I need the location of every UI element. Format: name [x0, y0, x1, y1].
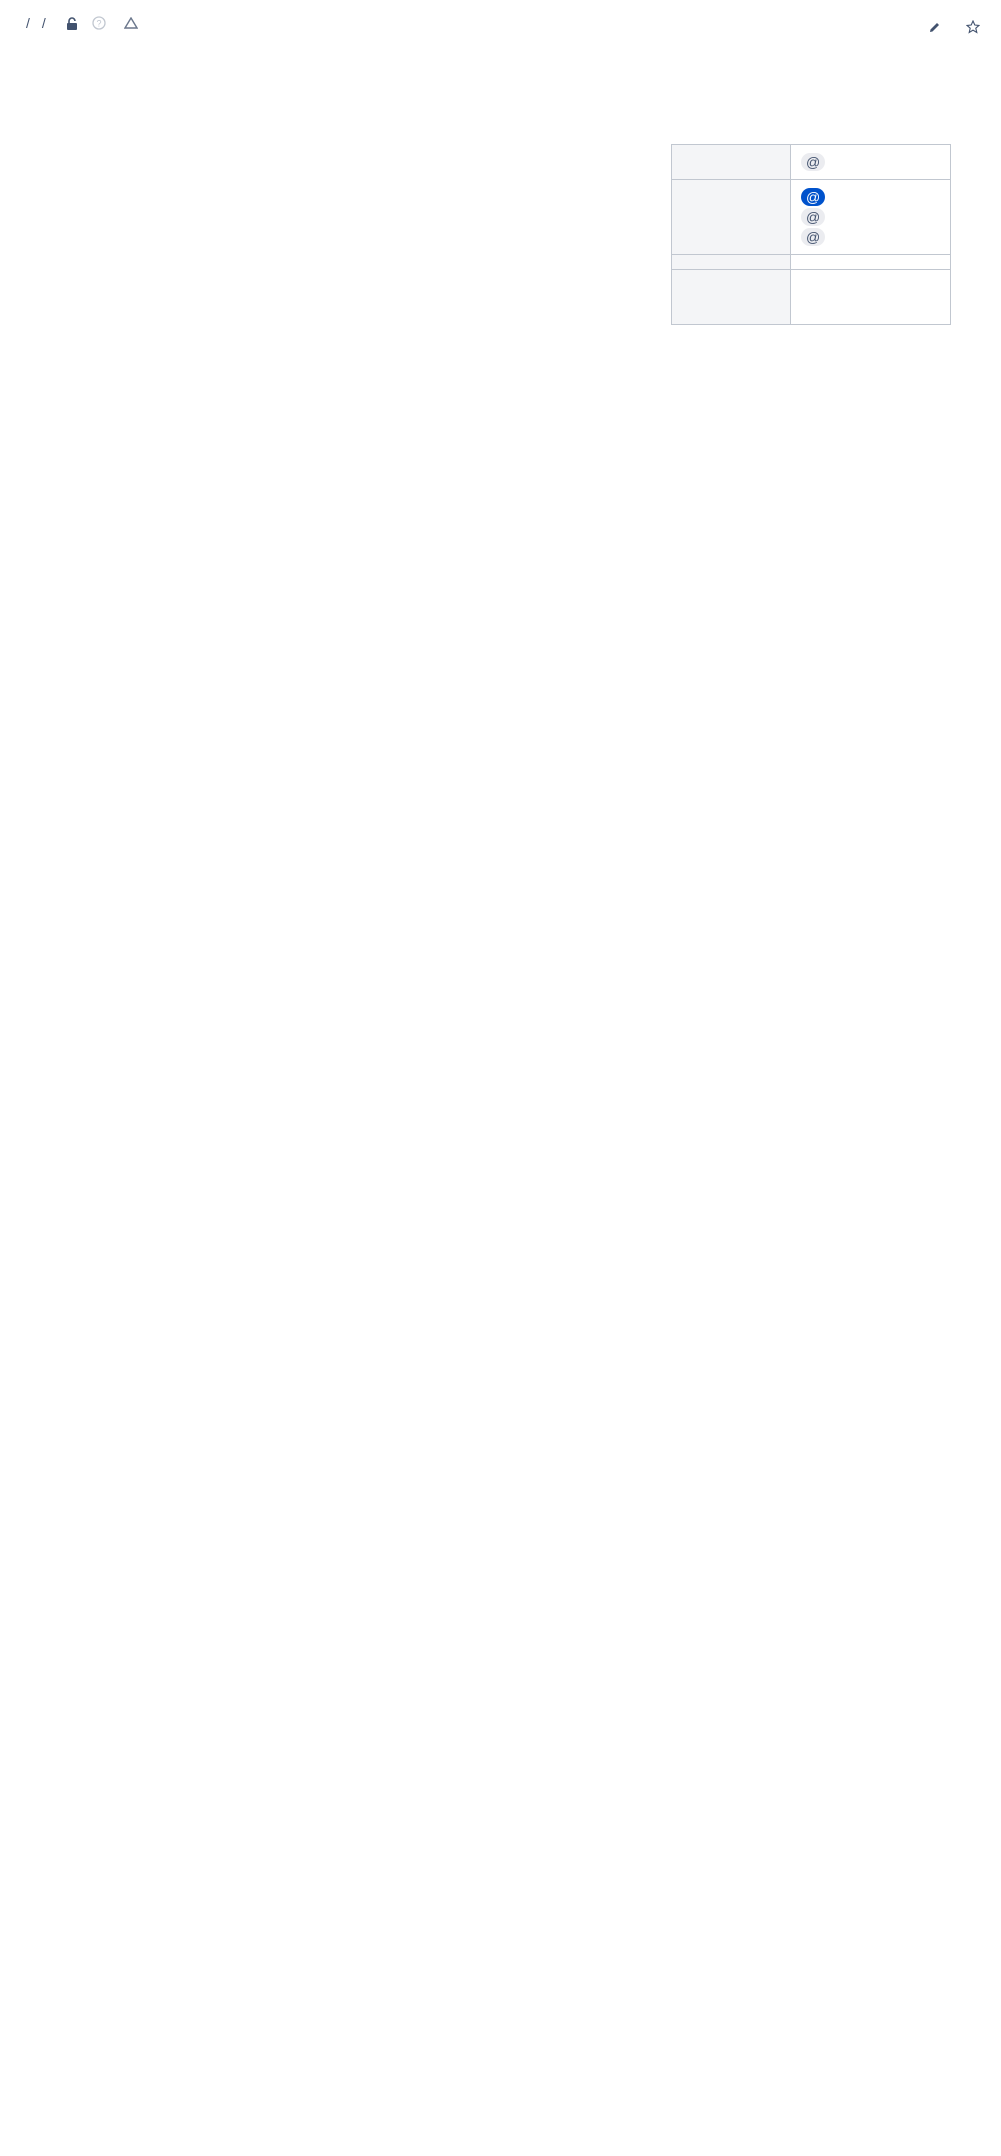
page-views[interactable] — [124, 17, 143, 29]
organizer-value — [791, 145, 951, 180]
page-properties-table — [671, 144, 951, 325]
more-info-label — [672, 270, 791, 325]
breadcrumb-separator: / — [26, 15, 30, 31]
user-mention[interactable]: @ — [801, 208, 825, 226]
analytics-icon — [124, 17, 138, 29]
unlock-icon[interactable] — [66, 17, 78, 30]
topics-row — [672, 255, 951, 270]
organizer-row — [672, 145, 951, 180]
participants-row — [672, 180, 951, 255]
pencil-icon — [928, 21, 941, 34]
participants-label — [672, 180, 791, 255]
user-mention[interactable]: @ — [801, 153, 825, 171]
more-info-value — [791, 270, 951, 325]
save-button[interactable] — [966, 20, 985, 34]
more-info-row — [672, 270, 951, 325]
topics-label — [672, 255, 791, 270]
topics-value — [791, 255, 951, 270]
edit-button[interactable] — [928, 20, 946, 34]
svg-text:?: ? — [96, 18, 102, 29]
help-icon[interactable] — [92, 16, 106, 30]
user-mention-self[interactable]: @ — [801, 188, 825, 206]
organizer-label — [672, 145, 791, 180]
participants-value — [791, 180, 951, 255]
user-mention[interactable]: @ — [801, 228, 825, 246]
star-icon — [966, 20, 980, 34]
page — [0, 8, 1001, 245]
page-actions — [928, 20, 985, 34]
breadcrumb — [20, 8, 981, 38]
breadcrumb-separator: / — [41, 15, 46, 31]
